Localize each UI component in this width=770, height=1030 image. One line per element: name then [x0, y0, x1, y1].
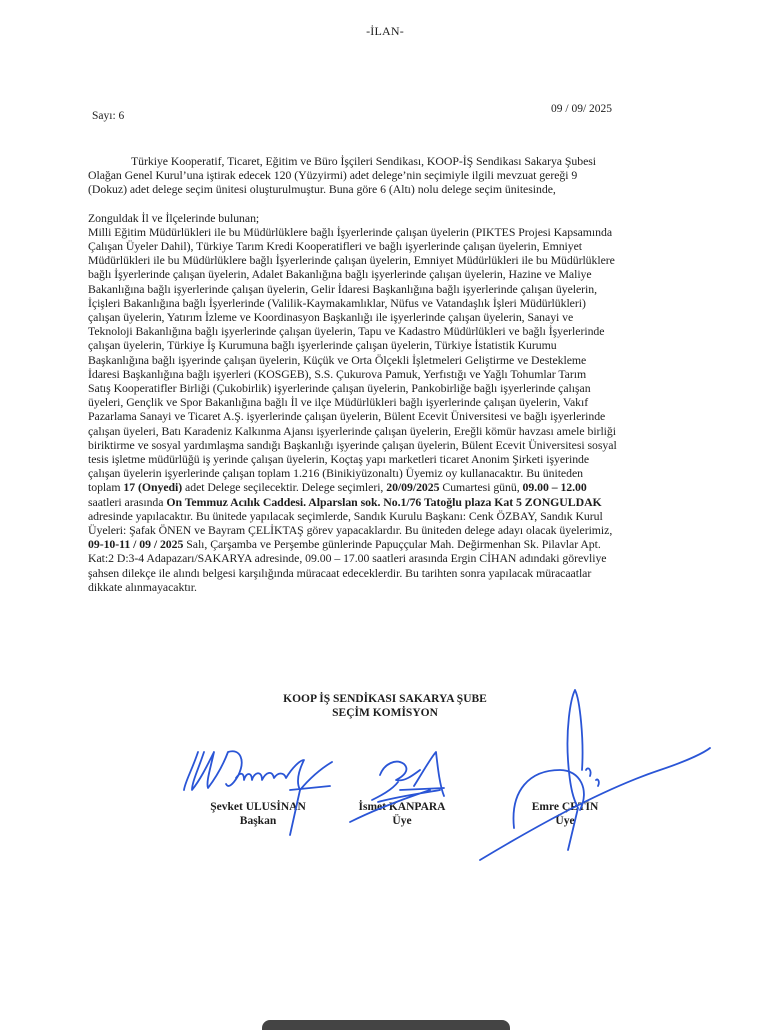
election-line	[88, 480, 713, 494]
signatory-role: Başkan	[239, 815, 277, 827]
text-line: çalışan üyelerin, Türkiye İş Kurumuna bağlı işyerlerinde çalışan üyelerin, Türkiye İstatistik Kurumu	[88, 338, 557, 353]
text-line: çalışan üyeleri, Batı Karadeniz Kalkınma Ajansı işyerlerinde çalışan üyelerin, Ereğli kömür havzası amele birliği	[88, 423, 616, 438]
document-date: 09 / 09/ 2025	[551, 103, 613, 115]
document-title: -İLAN-	[366, 24, 404, 38]
text-run: toplam	[88, 480, 124, 495]
text-line: üyeleri, Gençlik ve Spor Bakanlığına bağlı İl ve ilçe Müdürlükleri bağlı işyerlerinde çalışan üyelerin, Vakıf	[88, 395, 589, 410]
workplace-list-paragraph	[88, 211, 713, 594]
text-run: Salı, Çarşamba ve Perşembe günlerinde Papuççular Mah. Değirmenhan Sk. Pilavlar Apt.	[183, 537, 601, 552]
text-line: bağlı İşyerlerinde çalışan üyelerin, Adalet Bakanlığına bağlı işyerlerinde çalışan üyelerin, Hazine ve Maliye	[88, 267, 592, 282]
signatory-member	[495, 800, 635, 828]
election-line: adresinde yapılacaktır. Bu ünitede yapılacak seçimlerde, Sandık Kurulu Başkanı: Cenk ÖZBAY, Sandık Kurul	[88, 508, 603, 523]
text-line: Türkiye Kooperatif, Ticaret, Eğitim ve Büro İşçileri Sendikası, KOOP-İŞ Sendikası Sakarya Şubesi	[131, 154, 597, 168]
election-line: Üyeleri: Şafak ÖNEN ve Bayram ÇELİKTAŞ görev yapacaklardır. Bu üniteden delege adayı olacak üyelerimiz,	[88, 523, 613, 538]
text-line: çalışan üyelerin işyerlerinde çalışan toplam 1.216 (Binikiyüzonaltı) Üyemiz oy kullanacaktır. Bu üniteden	[88, 466, 583, 481]
text-line: Satış Kooperatifler Birliği (Çukobirlik) işyerlerinde çalışan üyelerin, Pankobirliğe bağlı işyerlerinde çalışan	[88, 381, 591, 396]
location-line: Zonguldak İl ve İlçelerinde bulunan;	[88, 210, 260, 225]
signatory-member	[347, 800, 457, 828]
text-line: Pazarlama Sanayi ve Ticaret A.Ş. işyerlerinde çalışan üyelerin, Bülent Ecevit Üniversitesi ve bağlı işyerlerinde	[88, 409, 606, 424]
election-address: On Temmuz Acılık Caddesi. Alparslan sok. No.1/76 Tatoğlu plaza Kat 5 ZONGULDAK	[166, 494, 602, 509]
election-date: 20/09/2025	[386, 480, 440, 495]
signatory-name: Emre ÇETİN	[531, 801, 599, 813]
text-line: Milli Eğitim Müdürlükleri ile bu Müdürlüklere bağlı İşyerlerinde çalışan üyelerin (PIKTES Projesi Kapsamında	[88, 224, 613, 239]
home-indicator-bar	[262, 1020, 510, 1030]
text-run: Cumartesi günü,	[439, 480, 523, 495]
signatory-name: İsmet KANPARA	[358, 801, 446, 813]
election-hours: 09.00 – 12.00	[522, 480, 587, 495]
text-line: Bakanlığına bağlı işyerlerinde çalışan üyelerin, Gelir İdaresi Başkanlığına bağlı işyerlerinde çalışan üyelerin,	[88, 281, 598, 296]
intro-paragraph	[88, 154, 713, 197]
election-line	[88, 495, 713, 509]
signatory-role: Üye	[392, 815, 412, 827]
election-line: dikkate alınmayacaktır.	[88, 579, 197, 594]
application-dates: 09-10-11 / 09 / 2025	[88, 537, 184, 552]
text-run: adet Delege seçilecektir. Delege seçimleri,	[182, 480, 387, 495]
text-line: Teknoloji Bakanlığına bağlı işyerlerinde çalışan üyelerin, Tapu ve Kadastro Müdürlükleri ve bağlı İşyerlerinde	[88, 324, 605, 339]
text-line: biriktirme ve sosyal yardımlaşma sandığı Başkanlığı işyerinde çalışan üyelerin, Bülent Ecevit Üniversitesi sosyal	[88, 437, 617, 452]
committee-heading	[0, 692, 770, 720]
text-line: Olağan Genel Kurul’una iştirak edecek 120 (Yüzyirmi) adet delege’nin seçimiyle ilgili mevzuat gereği 9	[88, 168, 578, 183]
text-line: Başkanlığına bağlı işyerinde çalışan üyelerin, Küçük ve Orta Ölçekli İşletmeleri Geliştirme ve Destekleme	[88, 352, 587, 367]
text-line: İçişleri Bakanlığına bağlı İşyerlerinde (Valilik-Kaymakamlıklar, Nüfus ve Vatandaşlık İşleri Müdürlükleri)	[88, 295, 586, 310]
text-line: çalışan üyelerin, Yatırım İzleme ve Koordinasyon Başkanlığı ile işyerlerinde çalışan üyelerin, Sanayi ve	[88, 310, 574, 325]
committee-title: SEÇİM KOMİSYON	[332, 707, 438, 719]
text-line: tesis işletme müdürlüğü iş yerinde çalışan üyelerin, Koçtaş yapı marketleri ticaret Anonim Şirketi işyerinde	[88, 452, 590, 467]
text-line: İdaresi Başkanlığına bağlı işyerleri (KOSGEB), S.S. Çukurova Pamuk, Yerfıstığı ve Yağlı Tohumlar Tarım	[88, 366, 587, 381]
text-line: Çalışan Üyeler Dahil), Türkiye Tarım Kredi Kooperatifleri ve bağlı işyerlerinde çalışan üyelerin, Emniyet	[88, 239, 583, 254]
election-line: şahsen dilekçe ile alındı belgesi karşılığında müracaat edeceklerdir. Bu tarihten sonra yapılacak müracaatlar	[88, 565, 592, 580]
election-line: Kat:2 D:3-4 Adapazarı/SAKARYA adresinde, 09.00 – 17.00 saatleri arasında Ergin CİHAN adındaki görevliye	[88, 551, 607, 566]
election-line	[88, 537, 713, 551]
delegate-count: 17 (Onyedi)	[123, 480, 183, 495]
text-line: (Dokuz) adet delege seçim ünitesi oluşturulmuştur. Buna göre 6 (Altı) nolu delege seçim ünitesinde,	[88, 182, 556, 197]
signatory-chairman	[188, 800, 328, 828]
signatory-role: Üye	[555, 815, 575, 827]
committee-org: KOOP İŞ SENDİKASI SAKARYA ŞUBE	[283, 693, 487, 705]
text-line: Müdürlükleri ile bu Müdürlüklere bağlı İşyerlerinde çalışan üyelerin, Emniyet Müdürlükleri ile bu Müdürlüklere	[88, 253, 615, 268]
text-run: saatleri arasında	[88, 494, 167, 509]
signatory-name: Şevket ULUSİNAN	[210, 801, 306, 813]
document-number: Sayı: 6	[92, 110, 125, 122]
announcement-body	[88, 154, 713, 594]
